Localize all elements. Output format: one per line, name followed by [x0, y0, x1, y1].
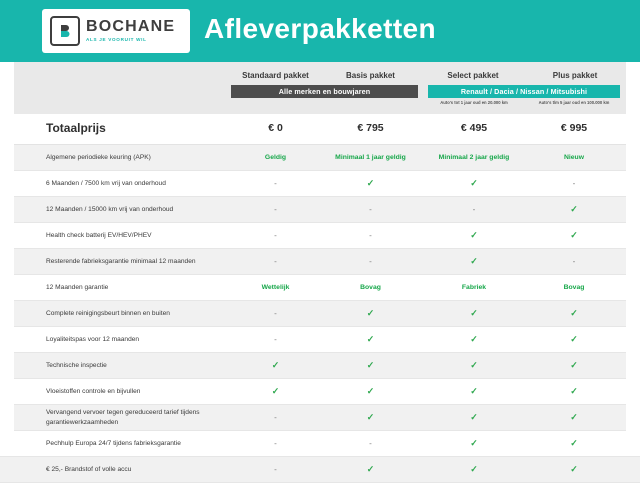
cell-basis: ✓ — [366, 334, 375, 344]
page-header — [0, 0, 640, 62]
column-title-select: Select pakket — [447, 71, 499, 80]
cell-plus: ✓ — [570, 412, 578, 422]
cell-plus: ✓ — [570, 334, 578, 344]
cell-select: ✓ — [470, 308, 478, 318]
cell-standaard: Geldig — [264, 154, 287, 161]
cell-plus: - — [572, 257, 576, 266]
cell-plus: ✓ — [570, 230, 578, 240]
cell-standaard: - — [274, 439, 277, 448]
table-row — [0, 171, 640, 197]
cell-standaard: ✓ — [271, 386, 280, 396]
row-label: 12 Maanden garantie — [46, 283, 109, 291]
table-row — [0, 379, 640, 405]
right-margin — [626, 62, 640, 453]
price-basis: € 795 — [357, 122, 384, 134]
table-row — [0, 327, 640, 353]
price-plus: € 995 — [560, 122, 588, 134]
cell-basis: - — [369, 231, 372, 240]
cell-select: ✓ — [470, 334, 478, 344]
table-row — [0, 223, 640, 249]
cell-standaard: - — [274, 413, 277, 422]
cell-plus: - — [572, 179, 576, 188]
cell-basis: - — [369, 205, 372, 214]
cell-standaard: - — [274, 257, 277, 266]
cell-basis: ✓ — [366, 308, 375, 318]
cell-select: ✓ — [470, 256, 478, 266]
cell-basis: Bovag — [360, 284, 381, 291]
cell-standaard: - — [274, 465, 277, 474]
cell-select: ✓ — [470, 438, 478, 448]
cell-plus: Bovag — [563, 284, 585, 291]
column-header-band — [0, 62, 640, 114]
row-label: Health check batterij EV/HEV/PHEV — [46, 231, 152, 239]
cell-plus: ✓ — [570, 464, 578, 474]
row-label: Pechhulp Europa 24/7 tijdens fabrieksgarantie — [46, 439, 181, 447]
cell-basis: ✓ — [366, 464, 375, 474]
cell-standaard: - — [274, 179, 277, 188]
cell-plus: ✓ — [570, 308, 578, 318]
row-label: 6 Maanden / 7500 km vrij van onderhoud — [46, 179, 166, 187]
row-label: 12 Maanden / 15000 km vrij van onderhoud — [46, 205, 174, 213]
page-title: Afleverpakketten — [203, 13, 437, 44]
total-price-label: Totaalprijs — [46, 121, 106, 135]
row-label: Complete reinigingsbeurt binnen en buiten — [46, 309, 170, 317]
cell-plus: ✓ — [570, 360, 578, 370]
table-row — [0, 197, 640, 223]
left-margin — [0, 62, 14, 453]
cell-standaard: ✓ — [271, 360, 280, 370]
price-standaard: € 0 — [268, 122, 283, 134]
cell-standaard: - — [274, 309, 277, 318]
table-row — [0, 301, 640, 327]
table-row — [0, 275, 640, 301]
row-label: Resterende fabrieksgarantie minimaal 12 maanden — [46, 257, 196, 265]
subnote-select: Auto's tot 1 jaar oud en 20.000 km — [440, 100, 508, 105]
cell-basis: ✓ — [366, 360, 375, 370]
cell-basis: - — [369, 439, 372, 448]
table-row — [0, 405, 640, 431]
table-row — [0, 431, 640, 457]
cell-select: ✓ — [470, 178, 478, 188]
row-label: € 25,- Brandstof of volle accu — [46, 465, 132, 473]
cell-standaard: - — [274, 231, 277, 240]
row-label: Loyaliteitspas voor 12 maanden — [46, 335, 140, 343]
table-row — [0, 457, 640, 483]
cell-standaard: - — [274, 335, 277, 344]
cell-standaard: - — [274, 205, 277, 214]
cell-plus: ✓ — [570, 438, 578, 448]
banner-alle-merken: Alle merken en bouwjaren — [231, 85, 418, 98]
cell-select: ✓ — [470, 412, 478, 422]
feature-rows — [0, 145, 640, 483]
subnote-plus: Auto's t/m 5 jaar oud en 100.000 km — [538, 100, 610, 105]
price-select: € 495 — [460, 122, 488, 134]
table-row — [0, 145, 640, 171]
cell-select: ✓ — [470, 386, 478, 396]
column-title-basis: Basis pakket — [346, 71, 395, 80]
cell-plus: ✓ — [570, 386, 578, 396]
cell-select: ✓ — [470, 464, 478, 474]
column-title-plus: Plus pakket — [552, 71, 598, 80]
cell-standaard: Wettelijk — [261, 284, 290, 291]
total-price-row — [0, 114, 640, 145]
cell-basis: ✓ — [366, 386, 375, 396]
cell-select: ✓ — [470, 230, 478, 240]
cell-plus: Nieuw — [563, 154, 585, 161]
table-row — [0, 353, 640, 379]
logo-tagline: ALS JE VOORUIT WIL — [86, 37, 147, 43]
cell-basis: ✓ — [366, 412, 375, 422]
cell-plus: ✓ — [570, 204, 578, 214]
cell-select: Fabriek — [461, 284, 487, 291]
table-row — [0, 249, 640, 275]
cell-basis: ✓ — [366, 178, 375, 188]
row-label: Vervangend vervoer tegen gereduceerd tarief tijdens garantiewerkzaamheden — [46, 408, 200, 426]
column-title-standaard: Standaard pakket — [242, 71, 309, 80]
cell-basis: Minimaal 1 jaar geldig — [335, 154, 406, 161]
logo-name: BOCHANE — [86, 18, 176, 36]
cell-select: ✓ — [470, 360, 478, 370]
row-label: Vloeistoffen controle en bijvullen — [46, 387, 141, 395]
row-label: Technische inspectie — [46, 361, 107, 369]
cell-select: - — [472, 205, 476, 214]
banner-brands: Renault / Dacia / Nissan / Mitsubishi — [428, 85, 620, 98]
cell-select: Minimaal 2 jaar geldig — [438, 154, 510, 161]
row-label: Algemene periodieke keuring (APK) — [46, 153, 151, 161]
cell-basis: - — [369, 257, 372, 266]
